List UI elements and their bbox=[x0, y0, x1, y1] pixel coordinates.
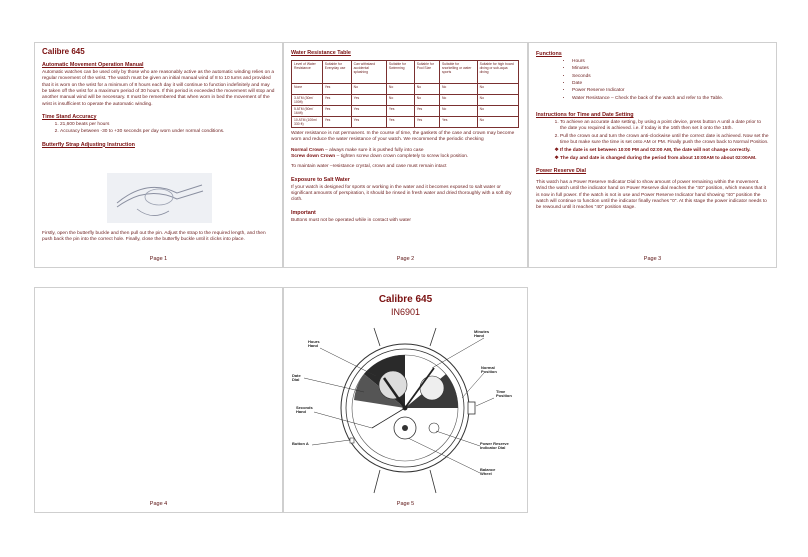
screw-crown-text: – tighten screw down crown completely to screw lock position. bbox=[335, 153, 469, 159]
table-row bbox=[292, 84, 519, 95]
functions-list bbox=[536, 59, 769, 102]
table-cell: Yes bbox=[322, 84, 351, 95]
table-cell: 5 ATM (50m/ 164ft) bbox=[292, 106, 323, 117]
label-date-dial: Date Dial bbox=[292, 373, 301, 383]
table-cell: No bbox=[414, 95, 439, 106]
table-cell: No bbox=[477, 106, 518, 117]
table-header-cell: Suitable for high board diving or sub-aqua diving bbox=[477, 61, 518, 84]
accuracy-list bbox=[42, 122, 275, 136]
table-cell: Yes bbox=[351, 95, 386, 106]
table-cell: No bbox=[477, 84, 518, 95]
heading-water-table: Water Resistance Table bbox=[291, 50, 351, 56]
table-row bbox=[292, 106, 519, 117]
table-cell: No bbox=[477, 117, 518, 128]
page-2-content bbox=[291, 47, 520, 224]
page-1-content bbox=[42, 47, 275, 150]
heading-time-date: Instructions for Time and Date Setting bbox=[536, 111, 634, 118]
table-cell: Yes bbox=[351, 106, 386, 117]
page-3 bbox=[528, 42, 777, 268]
page-number: Page 4 bbox=[149, 501, 168, 507]
function-item: • Water Resistance – Check the back of the watch and refer to the Table. bbox=[572, 96, 769, 102]
table-cell: Yes bbox=[414, 106, 439, 117]
accuracy-item: 1. 21,600 beats per hours bbox=[60, 122, 275, 128]
table-header-cell: Suitable for Everyday use bbox=[322, 61, 351, 84]
table-cell: None bbox=[292, 84, 323, 95]
label-balance-wheel: Balance Wheel bbox=[480, 467, 496, 477]
page-5-subtitle: IN6901 bbox=[390, 307, 421, 317]
time-setting-steps bbox=[536, 120, 769, 146]
salt-water-text: If your watch is designed for sports or working in the water and it becomes exposed to salt water or significant amounts of perspiration, it should be rinsed in fresh water and dried thoroughly with a soft dry cloth. bbox=[291, 184, 512, 203]
strap-text: Firstly, open the butterfly buckle and then pull out the pin. Adjust the strap to the required length, and then push back the pin into the correct hole. Finally, close the butterfly buckle until it clicks into place. bbox=[42, 231, 266, 243]
table-cell: No bbox=[351, 84, 386, 95]
table-row bbox=[292, 117, 519, 128]
page-5-title: Calibre 645 bbox=[378, 294, 433, 305]
table-cell: Yes bbox=[386, 117, 414, 128]
power-reserve-text: This watch has a Power Reserve Indicator Dial to show amount of power remaining within the movement. Wind the watch until the indicator hand on Power Reserve dial reaches the "40" position, which means that it is now in full power. If the watch is not in use and Power Reserve Indicator hand showing "40" position the watch will continue to function until the indicator finally reaches "0". At this stage the power indicator needs to be rewound until it reaches "40" position stage. bbox=[536, 179, 767, 211]
table-cell: 3 ATM (30m/ 100ft) bbox=[292, 95, 323, 106]
table-cell: No bbox=[439, 84, 477, 95]
date-notes bbox=[536, 148, 769, 162]
table-cell: Yes bbox=[414, 117, 439, 128]
table-cell: Yes bbox=[322, 117, 351, 128]
table-header-cell: Suitable for snorkelling or water sports bbox=[439, 61, 477, 84]
screw-crown-label: Screw down Crown bbox=[291, 153, 336, 159]
function-item: • Date bbox=[572, 81, 769, 87]
table-header-row bbox=[292, 61, 519, 84]
table-header-cell: Suitable for Swimming bbox=[386, 61, 414, 84]
page-number: Page 3 bbox=[643, 256, 662, 262]
function-item: • Minutes bbox=[572, 66, 769, 72]
normal-crown-text: – always make sure it is pushed fully into case bbox=[323, 147, 424, 153]
page-number: Page 5 bbox=[396, 501, 415, 507]
table-cell: Yes bbox=[351, 117, 386, 128]
water-resistance-table bbox=[291, 60, 519, 128]
page-1-title: Calibre 645 bbox=[42, 47, 85, 56]
heading-automatic-movement: Automatic Movement Operation Manual bbox=[42, 62, 144, 68]
label-hours-hand: Hours Hand bbox=[308, 339, 320, 349]
label-button-a: Button A bbox=[292, 441, 309, 446]
table-header-cell: Can withstand accidental splashing bbox=[351, 61, 386, 84]
page-4 bbox=[34, 287, 283, 513]
strap-illustration bbox=[107, 173, 212, 223]
table-cell: Yes bbox=[439, 117, 477, 128]
table-cell: Yes bbox=[322, 106, 351, 117]
table-cell: No bbox=[386, 95, 414, 106]
page-5 bbox=[283, 287, 528, 513]
automatic-movement-text: Automatic watches can be used only by those who are reasonably active as the automatic winding relies on a regular movement of the wrist. The watch must be given an initial manual wind of 8 to 10 turns and provided that it is worn on the wrist for a minimum of 8 hours each day it will continue to function indefinitely and may be taken off the wrist for a maximum period of 30 hours. If this period is exceeded the movement will stop and another manual wind will be necessary. It must be remembered that when worn in bed the movement of the wrist is insufficient to operate the automatic winding. bbox=[42, 70, 275, 107]
step-item: 1. To achieve an accurate date setting, by using a point device, press button A until a date prior to the date you required is achieved. i.e. if today is the 16th then set it onto the 15th. bbox=[560, 120, 769, 133]
heading-power-reserve: Power Reserve Dial bbox=[536, 167, 587, 174]
page-2 bbox=[283, 42, 528, 268]
function-item: • Hours bbox=[572, 59, 769, 65]
table-cell: Yes bbox=[322, 95, 351, 106]
label-seconds-hand: Seconds Hand bbox=[296, 405, 313, 415]
crown-notes bbox=[291, 148, 520, 161]
table-row bbox=[292, 95, 519, 106]
heading-functions: Functions bbox=[536, 51, 562, 57]
table-cell: Yes bbox=[386, 106, 414, 117]
label-minutes-hand: Minutes Hand bbox=[474, 329, 490, 339]
label-power-reserve: Power Reserve Indicator Dial bbox=[480, 441, 509, 451]
note-item: ❖ If the date is set between 10:00 PM and 02:00 AM, the date will not change correctly. bbox=[560, 148, 769, 154]
label-normal-position: Normal Position bbox=[481, 365, 497, 375]
heading-important: Important bbox=[291, 209, 316, 216]
label-time-position: Time Position bbox=[496, 389, 512, 399]
page-3-content bbox=[536, 47, 769, 212]
function-item: • Seconds bbox=[572, 74, 769, 80]
table-cell: No bbox=[439, 106, 477, 117]
table-cell: No bbox=[386, 84, 414, 95]
page-number: Page 1 bbox=[149, 256, 168, 262]
heading-salt-water: Exposure to Salt Water bbox=[291, 176, 350, 183]
page-number: Page 2 bbox=[396, 256, 415, 262]
table-cell: 10 ATM (100m/ 330 ft) bbox=[292, 117, 323, 128]
heading-strap: Butterfly Strap Adjusting Instruction bbox=[42, 141, 135, 148]
heading-accuracy: Time Stand Accuracy bbox=[42, 113, 97, 120]
water-resistance-text: Water resistance is not permanent. In the course of time, the gaskets of the case and crown may become worn and reduce the water resistance of your watch. We recommend the periodic checking bbox=[291, 131, 515, 143]
function-item: • Power Reserve Indicator bbox=[572, 88, 769, 94]
table-cell: No bbox=[477, 95, 518, 106]
table-cell: No bbox=[414, 84, 439, 95]
table-header-cell: Level of Water Resistance bbox=[292, 61, 323, 84]
accuracy-item: 2. Accuracy between -30 to +30 seconds per day worn under normal conditions. bbox=[60, 129, 275, 135]
note-item: ❖ The day and date is changed during the period from about 10:00AM to about 02:00AM. bbox=[560, 156, 769, 162]
table-header-cell: Suitable for Pool Size bbox=[414, 61, 439, 84]
important-text: Buttons must not be operated while in contact with water bbox=[291, 217, 411, 223]
step-item: 2. Pull the crown out and turn the crown anti-clockwise until the correct date is achieved. Now set the time but make sure the time is set onto AM or PM. Finally push the crown back to Normal Position. bbox=[560, 134, 769, 147]
watch-diagram bbox=[284, 288, 528, 513]
table-cell: No bbox=[439, 95, 477, 106]
normal-crown-label: Normal Crown bbox=[291, 147, 324, 153]
page-1 bbox=[34, 42, 283, 268]
maintain-text: To maintain water –resistance crystal, crown and case must remain intact bbox=[291, 164, 447, 170]
